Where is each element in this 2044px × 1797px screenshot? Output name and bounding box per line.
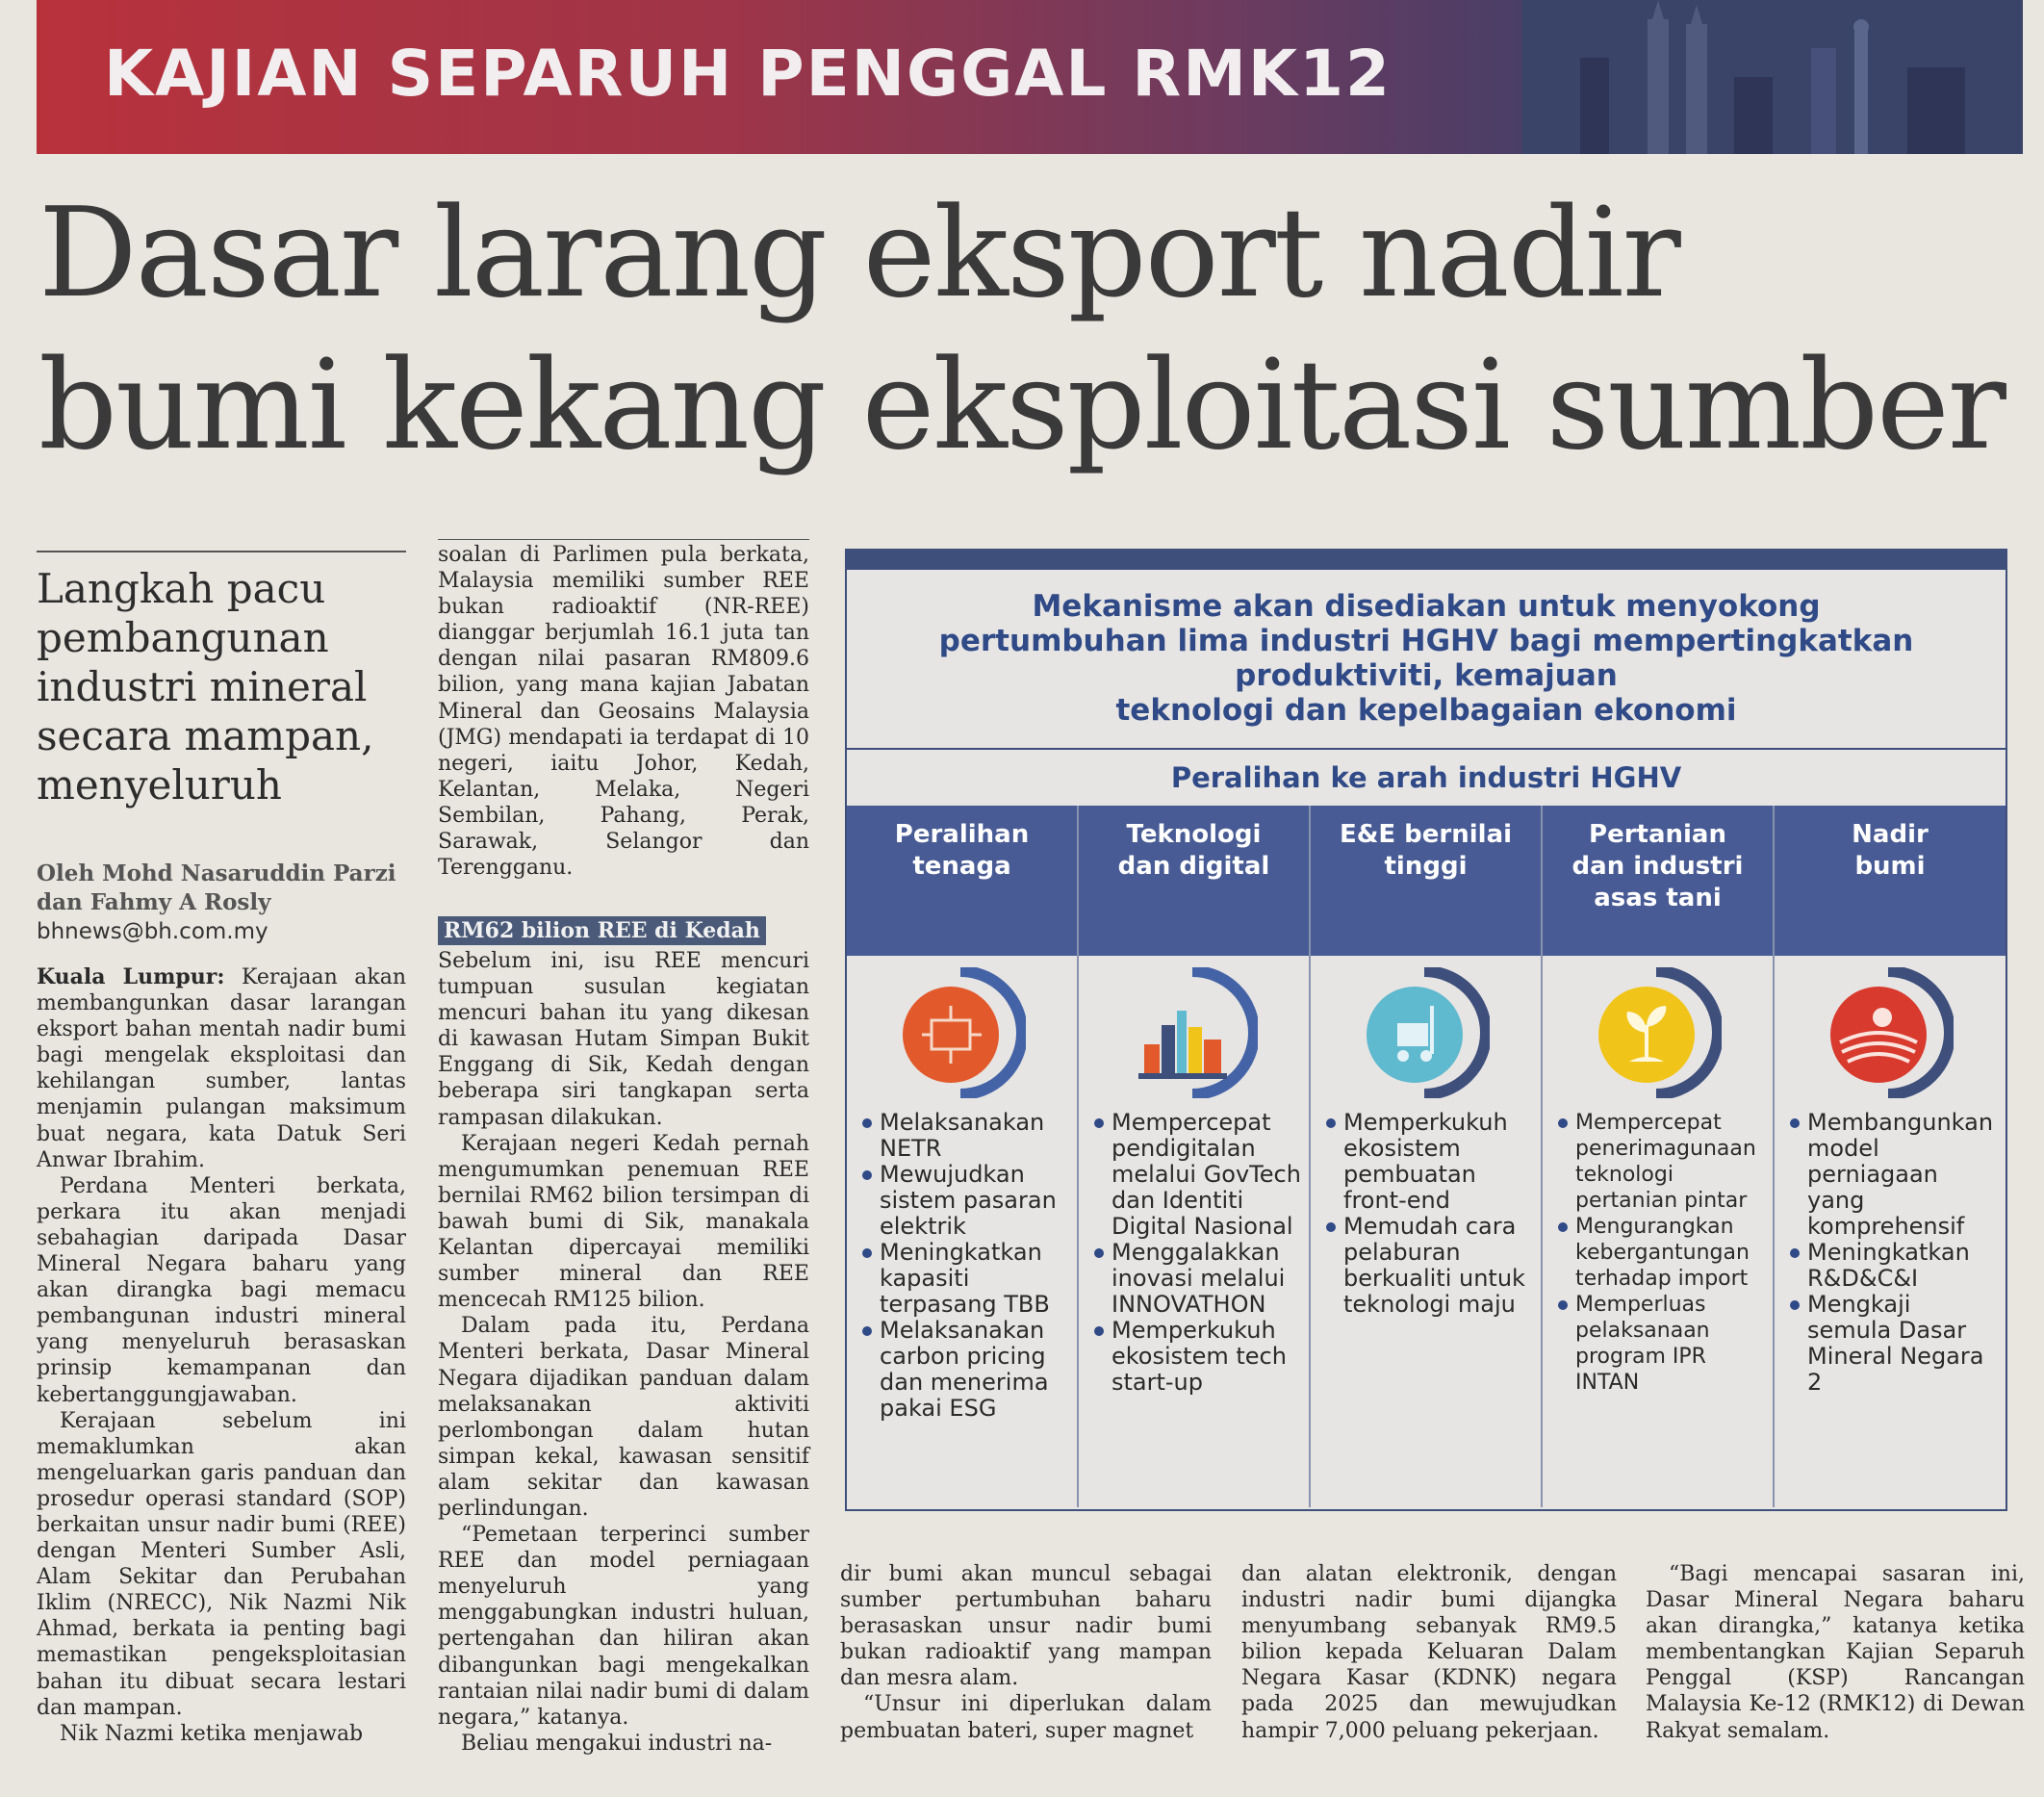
article-column-2-top <box>438 542 809 881</box>
bullet-item: Melaksanakan NETR <box>860 1110 1074 1162</box>
bullet-item: Memperkukuh ekosistem tech start-up <box>1092 1318 1306 1396</box>
industry-header-line: Teknologi <box>1126 820 1262 849</box>
bullet-item: Mengkaji semula Dasar Mineral Negara 2 <box>1788 1292 2002 1396</box>
infographic-title-line: Mekanisme akan disediakan untuk menyokong <box>1032 589 1821 624</box>
industry-header-line: dan digital <box>1117 852 1270 881</box>
industry-header <box>1079 806 1309 956</box>
industry-bullets <box>1324 1110 1538 1318</box>
headline-line-2: bumi kekang eksploitasi sumber <box>38 334 2005 477</box>
paragraph: Dalam pada itu, Perdana Menteri berkata, Dasar Mineral Negara dijadikan panduan dalam melaksanakan aktiviti perlombongan dalam hutan simpan kekal, kawasan sensitif alam sekitar dan kawasan perlindungan. <box>438 1314 809 1521</box>
bullet-item: Mewujudkan sistem pasaran elektrik <box>860 1162 1074 1240</box>
bullet-item: Memudah cara pelaburan berkualiti untuk teknologi maju <box>1324 1214 1538 1318</box>
industry-bullets <box>860 1110 1074 1422</box>
infographic-title-line: produktiviti, kemajuan <box>1235 658 1618 693</box>
byline <box>37 860 402 917</box>
paragraph: Kerajaan negeri Kedah pernah mengumumkan penemuan REE bernilai RM62 bilion tersimpan di bawah bumi di Sik, manakala Kelantan dipercayai memiliki sumber mineral dan REE mencecah RM125 bilion. <box>438 1131 809 1313</box>
deck-line: Langkah pacu <box>37 565 326 612</box>
industry-header-line: E&E bernilai <box>1339 820 1513 849</box>
bullet-item: Memperluas pelaksanaan program IPR INTAN <box>1556 1292 1770 1396</box>
infographic-top-bar <box>847 551 2006 570</box>
industry-header <box>1311 806 1541 956</box>
deck-line: menyeluruh <box>37 761 282 809</box>
paragraph: Nik Nazmi ketika menjawab <box>60 1721 364 1746</box>
article-column-1 <box>37 964 406 1747</box>
subheading: RM62 bilion REE di Kedah <box>438 916 766 945</box>
divider <box>438 539 809 540</box>
industry-bullets <box>1092 1110 1306 1396</box>
industry-header-line: Peralihan <box>894 820 1030 849</box>
industry-header-line: asas tani <box>1594 884 1722 912</box>
article-column-4 <box>1241 1561 1617 1744</box>
headline-line-1: Dasar larang eksport nadir <box>38 182 1679 325</box>
section-kicker: KAJIAN SEPARUH PENGGAL RMK12 <box>104 37 1392 111</box>
industry-column-pertanian <box>1543 806 1775 1507</box>
paragraph: dir bumi akan muncul sebagai sumber pertumbuhan baharu berasaskan unsur nadir bumi bukan radioaktif yang mampan dan mesra alam. <box>840 1562 1212 1691</box>
bullet-item: Membangunkan model perniagaan yang komprehensif <box>1788 1110 2002 1240</box>
infographic-subtitle-row <box>847 748 2006 808</box>
bullet-item: Mengurangkan kebergantungan terhadap import <box>1556 1214 1770 1292</box>
article-column-2 <box>438 948 809 1757</box>
plant-icon <box>1591 967 1722 1098</box>
headline <box>38 178 2021 482</box>
paragraph: “Bagi mencapai sasaran ini, Dasar Mineral Negara baharu akan dirangka,” katanya ketika membentangkan Kajian Separuh Penggal (KSP) Rancangan Malaysia Ke-12 (RMK12) di Dewan Rakyat semalam. <box>1646 1562 2025 1743</box>
divider <box>37 551 406 552</box>
industry-column-ee <box>1311 806 1543 1507</box>
deck <box>37 564 402 809</box>
bullet-item: Menggalakkan inovasi melalui INNOVATHON <box>1092 1240 1306 1318</box>
city-skyline-illustration <box>1522 0 2023 154</box>
industry-column-peralihan-tenaga <box>847 806 1079 1507</box>
paragraph: dan alatan elektronik, dengan industri nadir bumi dijangka menyumbang sebanyak RM9.5 bilion kepada Keluaran Dalam Negara Kasar (KDNK) negara pada 2025 dan mewujudkan hampir 7,000 peluang pekerjaan. <box>1241 1562 1617 1743</box>
industry-header-line: Nadir <box>1852 820 1929 849</box>
industry-bullets <box>1788 1110 2002 1396</box>
city-skyline-icon <box>1127 967 1258 1098</box>
dateline: Kuala Lumpur: <box>37 964 225 989</box>
paragraph <box>37 964 406 1173</box>
paragraph: “Pemetaan terperinci sumber REE dan model perniagaan menyeluruh yang menggabungkan industri huluan, pertengahan dan hiliran akan dibangunkan bagi mengekalkan rantaian nilai nadir bumi di dalam negara,” katanya. <box>438 1523 809 1730</box>
deck-line: industri mineral <box>37 663 368 710</box>
industry-header-line: tinggi <box>1384 852 1468 881</box>
industry-header <box>847 806 1077 956</box>
industry-bullets <box>1556 1110 1770 1396</box>
paragraph: Kerajaan sebelum ini memaklumkan akan mengeluarkan garis panduan dan prosedur operasi standard (SOP) berkaitan unsur nadir bumi (REE) dengan Menteri Sumber Asli, Alam Sekitar dan Perubahan Iklim (NRECC), Nik Nazmi Nik Ahmad, berkata ia penting bagi memastikan pengeksploitasian bahan itu dibuat secara lestari dan mampan. <box>37 1408 406 1720</box>
paragraph: Perdana Menteri berkata, perkara itu akan menjadi sebahagian daripada Dasar Mineral Negara baharu yang akan dirangka bagi memacu pembangunan industri mineral yang menyeluruh berasaskan prinsip kemampanan dan kebertanggungjawaban. <box>37 1173 406 1407</box>
paragraph-text: Kerajaan akan membangunkan dasar larangan eksport bahan mentah nadir bumi bagi mengelak eksploitasi dan kehilangan sumber, lantas menjamin pulangan maksimum buat negara, kata Datuk Seri Anwar Ibrahim. <box>37 965 406 1172</box>
landscape-sun-icon <box>1823 967 1954 1098</box>
infographic-subtitle: Peralihan ke arah industri HGHV <box>1170 761 1682 794</box>
infographic-title-line: pertumbuhan lima industri HGHV bagi mempertingkatkan <box>938 624 1914 658</box>
bullet-item: Melaksanakan carbon pricing dan menerima pakai ESG <box>860 1318 1074 1422</box>
industry-header-line: bumi <box>1854 852 1926 881</box>
industry-header <box>1775 806 2006 956</box>
byline-line: Oleh Mohd Nasaruddin Parzi <box>37 860 396 886</box>
bullet-item: Memperkukuh ekosistem pembuatan front-end <box>1324 1110 1538 1214</box>
industry-header-line: tenaga <box>912 852 1011 881</box>
paragraph: “Unsur ini diperlukan dalam pembuatan bateri, super magnet <box>840 1692 1212 1743</box>
circuit-icon <box>895 967 1026 1098</box>
bullet-item: Meningkatkan kapasiti terpasang TBB <box>860 1240 1074 1318</box>
bullet-item: Meningkatkan R&D&C&I <box>1788 1240 2002 1292</box>
bullet-item: Mempercepat pendigitalan melalui GovTech dan Identiti Digital Nasional <box>1092 1110 1306 1240</box>
forklift-icon <box>1359 967 1490 1098</box>
paragraph: soalan di Parlimen pula berkata, Malaysia memiliki sumber REE bukan radioaktif (NR-REE) dianggar berjumlah 16.1 juta tan dengan nilai pasaran RM809.6 bilion, yang mana kajian Jabatan Mineral dan Geosains Malaysia (JMG) mendapati ia terdapat di 10 negeri, iaitu Johor, Kedah, Kelantan, Melaka, Negeri Sembilan, Pahang, Perak, Sarawak, Selangor dan Terengganu. <box>438 543 809 881</box>
article-column-5 <box>1646 1561 2025 1744</box>
paragraph: Beliau mengakui industri na- <box>461 1731 773 1756</box>
deck-line: pembangunan <box>37 614 329 661</box>
author-email[interactable]: bhnews@bh.com.my <box>37 919 268 944</box>
deck-line: secara mampan, <box>37 712 374 759</box>
infographic-title <box>847 589 2006 728</box>
infographic <box>845 549 2007 1511</box>
industry-column-teknologi-digital <box>1079 806 1311 1507</box>
industry-header <box>1543 806 1773 956</box>
section-banner <box>37 0 2023 154</box>
paragraph: Sebelum ini, isu REE mencuri tumpuan susulan kegiatan mencuri bahan itu yang dikesan di kawasan Hutam Simpan Bukit Enggang di Sik, Kedah dengan beberapa siri tangkapan serta rampasan dilakukan. <box>438 949 809 1130</box>
article-column-3 <box>840 1561 1212 1744</box>
industry-column-nadir-bumi <box>1775 806 2006 1507</box>
bullet-item: Mempercepat penerimagunaan teknologi pertanian pintar <box>1556 1110 1770 1214</box>
infographic-title-line: teknologi dan kepelbagaian ekonomi <box>1115 693 1737 728</box>
byline-line: dan Fahmy A Rosly <box>37 889 271 915</box>
industry-header-line: dan industri <box>1571 852 1744 881</box>
industry-header-line: Pertanian <box>1589 820 1726 849</box>
